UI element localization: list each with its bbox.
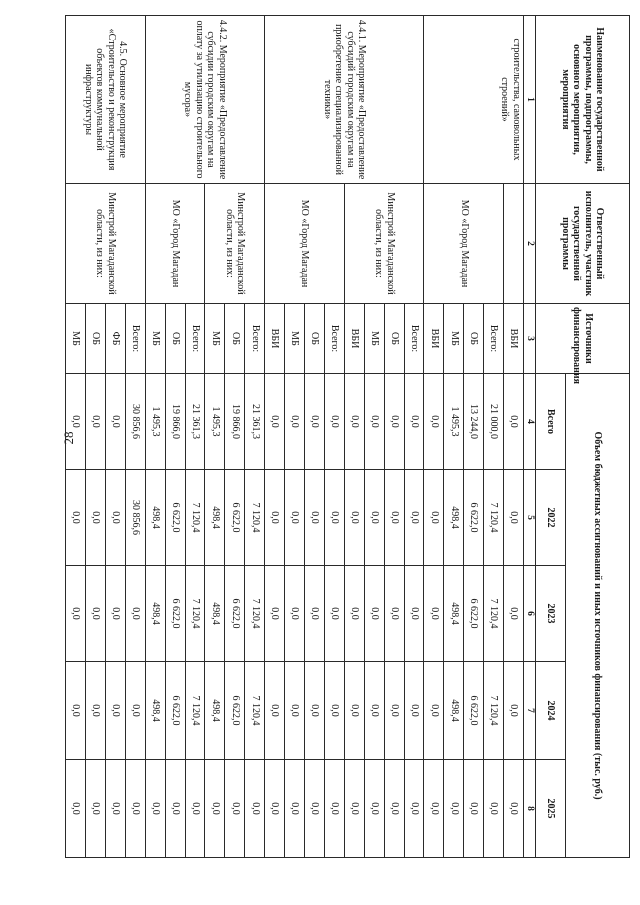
value-cell: 0,0 (344, 760, 364, 858)
value-cell: 30 856,6 (125, 470, 145, 566)
value-cell: 0,0 (384, 374, 404, 470)
value-cell: 0,0 (86, 374, 106, 470)
header-2024: 2024 (536, 662, 566, 760)
value-cell: 1 495,3 (145, 374, 165, 470)
index-cell: 6 (524, 566, 536, 662)
source-cell: ВБИ (424, 304, 444, 374)
source-cell: МБ (285, 304, 305, 374)
source-cell: Всего: (245, 304, 265, 374)
header-2025: 2025 (536, 760, 566, 858)
value-cell: 0,0 (125, 760, 145, 858)
value-cell: 498,4 (145, 662, 165, 760)
value-cell: 6 622,0 (165, 470, 185, 566)
executor-cell: Минстрой Магаданской области, из них: (66, 184, 146, 304)
value-cell: 0,0 (404, 760, 424, 858)
table-row (504, 16, 524, 858)
source-cell: Всего: (404, 304, 424, 374)
value-cell: 0,0 (344, 374, 364, 470)
value-cell: 0,0 (285, 470, 305, 566)
value-cell: 21 000,0 (484, 374, 504, 470)
value-cell: 0,0 (305, 760, 325, 858)
value-cell: 6 622,0 (225, 470, 245, 566)
index-cell: 8 (524, 760, 536, 858)
value-cell: 0,0 (105, 470, 125, 566)
value-cell: 0,0 (404, 662, 424, 760)
executor-cell: Минстрой Магаданской области, из них: (205, 184, 265, 304)
value-cell: 0,0 (305, 662, 325, 760)
value-cell: 6 622,0 (464, 566, 484, 662)
value-cell: 0,0 (86, 566, 106, 662)
value-cell: 0,0 (384, 760, 404, 858)
value-cell: 0,0 (165, 760, 185, 858)
value-cell: 498,4 (145, 470, 165, 566)
value-cell: 7 120,4 (484, 566, 504, 662)
value-cell: 0,0 (364, 662, 384, 760)
value-cell: 0,0 (105, 662, 125, 760)
value-cell: 0,0 (265, 662, 285, 760)
value-cell: 0,0 (66, 662, 86, 760)
value-cell: 0,0 (504, 760, 524, 858)
value-cell: 7 120,4 (245, 470, 265, 566)
value-cell: 0,0 (404, 470, 424, 566)
value-cell: 0,0 (504, 374, 524, 470)
value-cell: 0,0 (86, 760, 106, 858)
value-cell: 0,0 (205, 760, 225, 858)
value-cell: 0,0 (424, 374, 444, 470)
value-cell: 0,0 (66, 760, 86, 858)
value-cell: 0,0 (145, 760, 165, 858)
value-cell: 0,0 (364, 566, 384, 662)
value-cell: 0,0 (66, 470, 86, 566)
source-cell: МБ (205, 304, 225, 374)
value-cell: 0,0 (364, 470, 384, 566)
value-cell: 0,0 (86, 470, 106, 566)
source-cell: ОБ (165, 304, 185, 374)
value-cell: 498,4 (444, 566, 464, 662)
value-cell: 0,0 (424, 566, 444, 662)
value-cell: 0,0 (285, 760, 305, 858)
source-cell: ОБ (384, 304, 404, 374)
source-cell: Всего: (484, 304, 504, 374)
value-cell: 0,0 (66, 566, 86, 662)
value-cell: 0,0 (424, 470, 444, 566)
value-cell: 7 120,4 (484, 470, 504, 566)
value-cell: 0,0 (424, 760, 444, 858)
source-cell: ОБ (305, 304, 325, 374)
source-cell: МБ (66, 304, 86, 374)
rotated-table (65, 15, 630, 857)
executor-cell: Минстрой Магаданской области, из них: (344, 184, 424, 304)
value-cell: 7 120,4 (245, 566, 265, 662)
source-cell: МБ (145, 304, 165, 374)
index-cell: 1 (524, 16, 536, 184)
value-cell: 0,0 (265, 760, 285, 858)
value-cell: 0,0 (105, 760, 125, 858)
executor-cell: МО «Город Магадан (424, 184, 504, 304)
source-cell: ВБИ (504, 304, 524, 374)
value-cell: 498,4 (205, 662, 225, 760)
value-cell: 7 120,4 (185, 662, 205, 760)
value-cell: 0,0 (305, 470, 325, 566)
value-cell: 0,0 (245, 760, 265, 858)
program-name-4-4-2: 4.4.2. Мероприятие «Предоставление субсидии городским округам на оплату за утилизацию строительного мусора» (145, 16, 264, 184)
value-cell: 0,0 (125, 662, 145, 760)
value-cell: 0,0 (225, 760, 245, 858)
header-total: Всего (536, 374, 566, 470)
value-cell: 0,0 (86, 662, 106, 760)
value-cell: 7 120,4 (185, 470, 205, 566)
source-cell: МБ (444, 304, 464, 374)
value-cell: 0,0 (364, 760, 384, 858)
table-row (404, 16, 424, 858)
program-name-4-4-1: 4.4.1. Мероприятие «Предоставление субсидий городским округам на приобретение специализированной техники» (265, 16, 424, 184)
value-cell: 0,0 (66, 374, 86, 470)
index-cell: 2 (524, 184, 536, 304)
value-cell: 0,0 (125, 566, 145, 662)
value-cell: 0,0 (265, 374, 285, 470)
source-cell: ВБИ (265, 304, 285, 374)
value-cell: 7 120,4 (245, 662, 265, 760)
value-cell: 7 120,4 (185, 566, 205, 662)
source-cell: ОБ (86, 304, 106, 374)
value-cell: 6 622,0 (165, 566, 185, 662)
page-number: 28 (61, 431, 76, 445)
value-cell: 1 495,3 (205, 374, 225, 470)
value-cell: 498,4 (205, 566, 225, 662)
table-row (125, 16, 145, 858)
value-cell: 0,0 (265, 470, 285, 566)
source-cell: МБ (364, 304, 384, 374)
value-cell: 6 622,0 (464, 662, 484, 760)
header-source: Источники финансирования (536, 304, 630, 374)
value-cell: 0,0 (285, 566, 305, 662)
value-cell: 0,0 (324, 470, 344, 566)
program-name-continued: строительства, самовольных строений» (424, 16, 524, 184)
value-cell: 0,0 (484, 760, 504, 858)
value-cell: 0,0 (384, 566, 404, 662)
value-cell: 0,0 (504, 470, 524, 566)
value-cell: 30 856,6 (125, 374, 145, 470)
value-cell: 0,0 (185, 760, 205, 858)
source-cell: Всего: (125, 304, 145, 374)
value-cell: 0,0 (305, 374, 325, 470)
value-cell: 0,0 (285, 374, 305, 470)
value-cell: 0,0 (384, 470, 404, 566)
value-cell: 19 866,0 (165, 374, 185, 470)
value-cell: 0,0 (404, 566, 424, 662)
value-cell: 0,0 (444, 760, 464, 858)
executor-cell: МО «Город Магадан (265, 184, 345, 304)
value-cell: 6 622,0 (464, 470, 484, 566)
value-cell: 498,4 (205, 470, 225, 566)
value-cell: 6 622,0 (165, 662, 185, 760)
source-cell: ВБИ (344, 304, 364, 374)
value-cell: 7 120,4 (484, 662, 504, 760)
value-cell: 13 244,0 (464, 374, 484, 470)
value-cell: 19 866,0 (225, 374, 245, 470)
source-cell: ФБ (105, 304, 125, 374)
value-cell: 0,0 (404, 374, 424, 470)
value-cell: 498,4 (444, 470, 464, 566)
index-cell: 3 (524, 304, 536, 374)
index-cell: 4 (524, 374, 536, 470)
value-cell: 0,0 (504, 662, 524, 760)
index-cell: 7 (524, 662, 536, 760)
value-cell: 0,0 (324, 566, 344, 662)
value-cell: 0,0 (105, 374, 125, 470)
value-cell: 21 361,3 (245, 374, 265, 470)
value-cell: 498,4 (145, 566, 165, 662)
value-cell: 0,0 (305, 566, 325, 662)
financing-table (65, 15, 630, 858)
source-cell: ОБ (464, 304, 484, 374)
table-row (245, 16, 265, 858)
value-cell: 0,0 (464, 760, 484, 858)
program-name-4-5: 4.5. Основное мероприятие «Строительство и реконструкция объектов коммунальной инфраструктуры (66, 16, 146, 184)
header-name: Наименование государственной программы, подпрограммы, основного мероприятия, мероприятия (536, 16, 630, 184)
value-cell: 0,0 (344, 566, 364, 662)
executor-cell: МО «Город Магадан (145, 184, 205, 304)
value-cell: 6 622,0 (225, 566, 245, 662)
value-cell: 0,0 (344, 662, 364, 760)
value-cell: 0,0 (344, 470, 364, 566)
value-cell: 6 622,0 (225, 662, 245, 760)
value-cell: 0,0 (265, 566, 285, 662)
value-cell: 1 495,3 (444, 374, 464, 470)
value-cell: 0,0 (105, 566, 125, 662)
index-row (524, 16, 536, 858)
value-cell: 0,0 (384, 662, 404, 760)
index-cell: 5 (524, 470, 536, 566)
source-cell: ОБ (225, 304, 245, 374)
value-cell: 0,0 (324, 662, 344, 760)
value-cell: 0,0 (285, 662, 305, 760)
executor-cell-empty (504, 184, 524, 304)
value-cell: 0,0 (364, 374, 384, 470)
value-cell: 0,0 (324, 760, 344, 858)
value-cell: 0,0 (424, 662, 444, 760)
table-container (65, 15, 630, 857)
value-cell: 0,0 (324, 374, 344, 470)
value-cell: 21 361,3 (185, 374, 205, 470)
header-funding: Объем бюджетных ассигнований и иных источников финансирования (тыс. руб.) (566, 374, 630, 858)
source-cell: Всего: (185, 304, 205, 374)
value-cell: 498,4 (444, 662, 464, 760)
header-executor: Ответственный исполнитель, участник государственной программы (536, 184, 630, 304)
header-2023: 2023 (536, 566, 566, 662)
source-cell: Всего: (324, 304, 344, 374)
value-cell: 0,0 (504, 566, 524, 662)
header-2022: 2022 (536, 470, 566, 566)
